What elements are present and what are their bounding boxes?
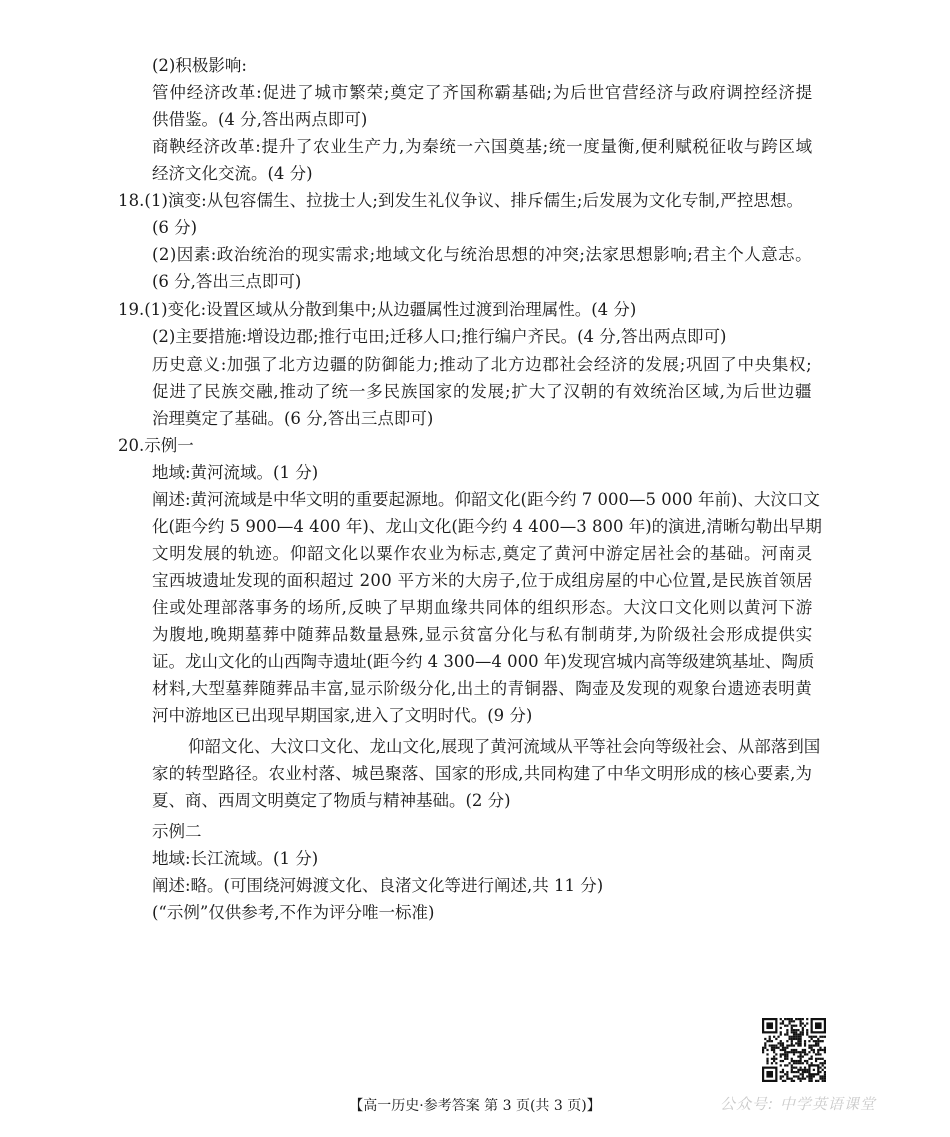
text-line: (2)积极影响: — [152, 56, 247, 75]
text-line: 家的转型路径。农业村落、城邑聚落、国家的形成,共同构建了中华文明形成的核心要素,为 — [152, 764, 813, 783]
text-line: 住或处理部落事务的场所,反映了早期血缘共同体的组织形态。大汶口文化则以黄河下游 — [152, 598, 813, 617]
text-line: 19.(1)变化:设置区域从分散到集中;从边疆属性过渡到治理属性。(4 分) — [118, 300, 637, 319]
text-line: 供借鉴。(4 分,答出两点即可) — [152, 110, 368, 129]
text-line: (2)主要措施:增设边郡;推行屯田;迁移人口;推行编户齐民。(4 分,答出两点即可) — [152, 327, 727, 346]
watermark: 公众号: 中学英语课堂 — [720, 1095, 876, 1113]
text-line: 材料,大型墓葬随葬品丰富,显示阶级分化,出土的青铜器、陶壶及发现的观象台遗迹表明黄 — [152, 679, 813, 698]
text-line: (“示例”仅供参考,不作为评分唯一标准) — [152, 903, 435, 922]
text-line: 夏、商、西周文明奠定了物质与精神基础。(2 分) — [152, 791, 511, 810]
text-line: 地域:黄河流域。(1 分) — [152, 463, 319, 482]
text-line: (6 分,答出三点即可) — [152, 272, 302, 291]
text-line: 示例二 — [152, 822, 202, 841]
text-line: 治理奠定了基础。(6 分,答出三点即可) — [152, 409, 434, 428]
text-line: 管仲经济改革:促进了城市繁荣;奠定了齐国称霸基础;为后世官营经济与政府调控经济提 — [152, 83, 814, 102]
text-line: 文明发展的轨迹。仰韶文化以粟作农业为标志,奠定了黄河中游定居社会的基础。河南灵 — [152, 544, 813, 563]
text-line: 河中游地区已出现早期国家,进入了文明时代。(9 分) — [152, 706, 533, 725]
text-line: 仰韶文化、大汶口文化、龙山文化,展现了黄河流域从平等社会向等级社会、从部落到国 — [188, 737, 821, 756]
text-line: 20.示例一 — [118, 436, 194, 455]
page-footer: 【高一历史·参考答案 第 3 页(共 3 页)】 — [349, 1098, 601, 1114]
text-line: (6 分) — [152, 218, 198, 237]
text-line: (2)因素:政治统治的现实需求;地域文化与统治思想的冲突;法家思想影响;君主个人意志。 — [152, 245, 813, 264]
text-line: 18.(1)演变:从包容儒生、拉拢士人;到发生礼仪争议、排斥儒生;后发展为文化专制,严控思想。 — [118, 191, 804, 210]
qr-code — [762, 1018, 826, 1082]
text-line: 经济文化交流。(4 分) — [152, 164, 313, 183]
text-line: 宝西坡遗址发现的面积超过 200 平方米的大房子,位于成组房屋的中心位置,是民族首领居 — [152, 571, 813, 590]
text-line: 化(距今约 5 900—4 400 年)、龙山文化(距今约 4 400—3 800 年)的演进,清晰勾勒出早期 — [152, 517, 822, 536]
text-line: 促进了民族交融,推动了统一多民族国家的发展;扩大了汉朝的有效统治区域,为后世边疆 — [152, 382, 813, 401]
text-line: 阐述:略。(可围绕河姆渡文化、良渚文化等进行阐述,共 11 分) — [152, 876, 604, 895]
text-line: 为腹地,晚期墓葬中随葬品数量悬殊,显示贫富分化与私有制萌芽,为阶级社会形成提供实 — [152, 625, 814, 644]
text-line: 商鞅经济改革:提升了农业生产力,为秦统一六国奠基;统一度量衡,便利赋税征收与跨区域 — [152, 137, 813, 156]
text-line: 阐述:黄河流域是中华文明的重要起源地。仰韶文化(距今约 7 000—5 000 年前)、大汶口文 — [152, 490, 820, 509]
text-line: 证。龙山文化的山西陶寺遗址(距今约 4 300—4 000 年)发现宫城内高等级建筑基址、陶质 — [152, 652, 815, 671]
text-line: 地域:长江流域。(1 分) — [152, 849, 319, 868]
text-line: 历史意义:加强了北方边疆的防御能力;推动了北方边郡社会经济的发展;巩固了中央集权; — [152, 355, 813, 374]
